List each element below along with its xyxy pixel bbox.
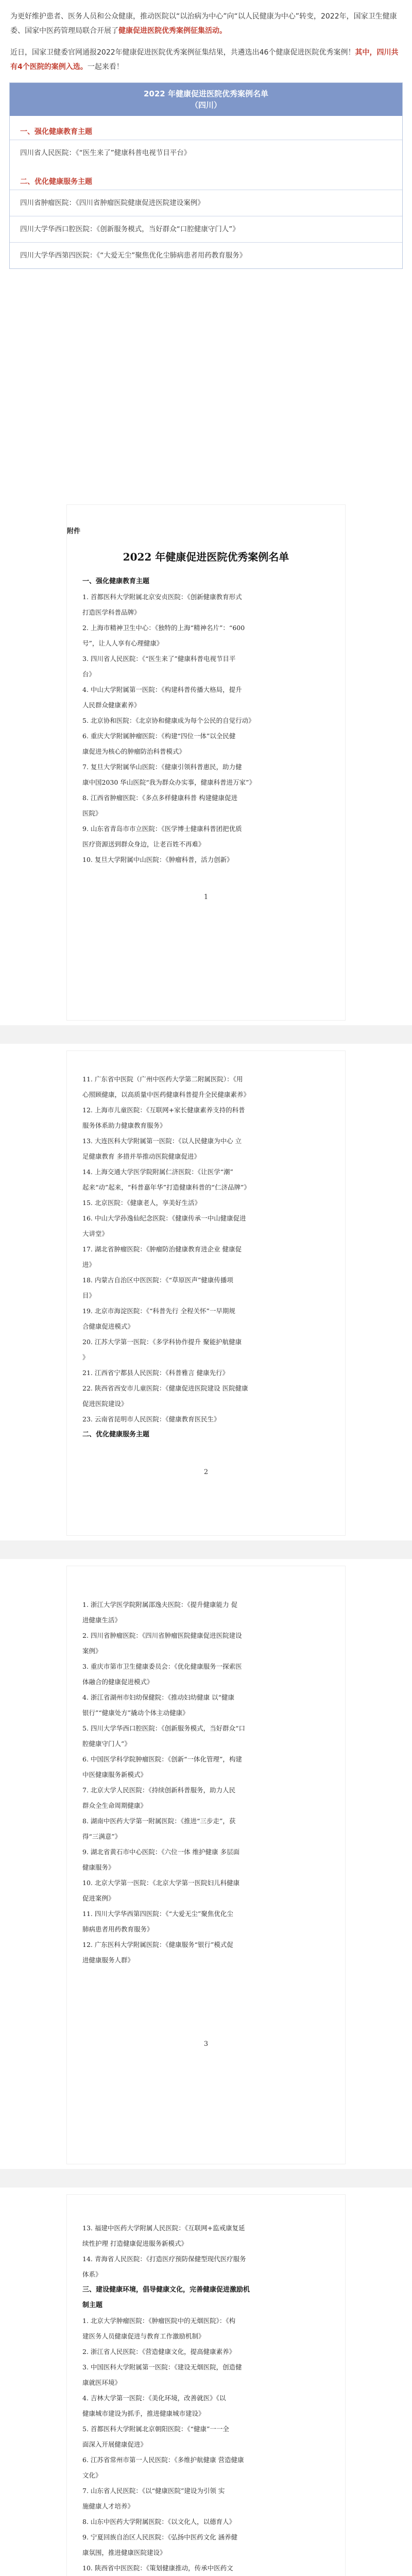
page2-lines (67, 1072, 345, 1427)
document-line: 心照顾健康，以高质量中医药健康科普提升全民健康素养》 (82, 1091, 250, 1098)
document-line: 2. 上海市精神卫生中心：《独特的上海“精神名片”：“600 (82, 624, 245, 632)
document-line: 施健康人才培养》 (82, 2502, 134, 2510)
card-header (10, 83, 402, 116)
document-line: 1. 北京大学肿瘤医院：《肿瘤医院中的无烟医院》：《构 (82, 2317, 236, 2325)
page1-section-heading: 一、强化健康教育主题 (82, 578, 150, 585)
document-line: 健康服务》 (82, 1863, 115, 1871)
page-number: 3 (203, 2040, 209, 2048)
document-page-2 (67, 1051, 345, 1535)
document-line: 4. 浙江省湖州市妇幼保健院：《推动妇幼健康 以“健康 (82, 1693, 235, 1701)
document-title: 2022 年健康促进医院优秀案例名单 (123, 551, 289, 563)
document-line: 大讲堂》 (82, 1230, 109, 1238)
document-line: 3. 中国医科大学附属第一医院：《建设无烟医院，创造健 (82, 2363, 242, 2371)
document-line: 足健康教育 多措并举推动医院健康促进》 (82, 1153, 200, 1160)
document-page-3 (67, 1566, 345, 2164)
intro-paragraph-2: 近日，国家卫健委官网通报2022年健康促进医院优秀案例征集结果，共遴选出46个健康促进医院优秀案例！其中，四川共有4个医院的案例入选。一起来看！ (10, 48, 399, 71)
document-line: 建医务人员健康促进与教育工作激励机制》 (82, 2332, 205, 2340)
document-line: 面深入开展健康促进》 (82, 2441, 147, 2448)
document-line: 23. 云南省昆明市人民医院：《健康教育医民生》 (82, 1415, 220, 1423)
document-line: 医疗资源送到群众身边，让老百姓不再难》 (82, 840, 205, 848)
page4-section-heading: 三、建设健康环境，倡导健康文化，完善健康促进激励机 (82, 2286, 250, 2294)
document-line: 服务体系助力健康教育服务》 (82, 1122, 166, 1129)
document-line: 康就医环境》 (82, 2379, 122, 2386)
document-line: 起来“动”起来，“科普嘉年华”打造健康科普的“仁济品牌”》 (82, 1183, 250, 1191)
page2-section-heading: 二、优化健康服务主题 (82, 1431, 150, 1438)
card-row-1: 四川省人民医院：《“医生来了”健康科普电视节目平台》 (10, 140, 402, 166)
document-line: 22. 陕西省西安市儿童医院：《健康促进医院建设 医院健康 (82, 1384, 248, 1392)
document-line: 银行”“健康处方”撬动个体主动健康》 (82, 1709, 189, 1717)
document-line: 17. 湖北省肿瘤医院：《肿瘤防治健康教育进企业 健康促 (82, 1245, 242, 1253)
document-line: 促进案例》 (82, 1894, 115, 1902)
document-line: 3. 重庆市第市卫生健康委员会：《优化健康服务一探索医 (82, 1663, 242, 1670)
document-line: 进健康服务人群》 (82, 1956, 134, 1964)
document-line: 群众全生命周期健康》 (82, 1802, 147, 1809)
document-line: 7. 山东省人民医院：《以“健康医院”建设为引领 实 (82, 2487, 225, 2495)
document-line: 10. 陕西省中医医院：《策划健康推动，传承中医药文 (82, 2564, 233, 2572)
document-line: 康中国2030 华山医院“我为群众办实事，健康科普进万家”》 (82, 778, 256, 786)
intro-highlight-2: 其中，四川共有4个医院的案例入选。 (10, 48, 399, 71)
document-line: 3. 四川省人民医院：《“医生来了”健康科普电视节目平 (82, 655, 236, 663)
document-line: 9. 湖北省黄石市中心医院：《六位一体 维护健康 多层面 (82, 1848, 240, 1856)
card-subtitle: （四川） (190, 100, 221, 110)
intro-section (0, 0, 412, 74)
document-line: 》 (82, 1353, 89, 1361)
document-line: 康氛围，推进健康医院建设》 (82, 2549, 166, 2556)
document-line: 合健康促进模式》 (82, 1323, 134, 1330)
document-line: 2. 四川省肿瘤医院：《四川省肿瘤医院健康促进医院建设 (82, 1632, 242, 1639)
document-line: 16. 中山大学孙逸仙纪念医院：《健康传承一中山健康促进 (82, 1214, 246, 1222)
document-line: 4. 吉林大学第一医院：《美化环境，改善就医》《以 (82, 2394, 226, 2402)
document-line: 5. 北京协和医院：《北京协和健康成为每个公民的自觉行动》 (82, 717, 255, 724)
document-page-4 (67, 2195, 345, 2576)
document-line: 台》 (82, 670, 96, 678)
document-line: 打造医学科普品牌》 (82, 608, 141, 616)
document-line: 14. 上海交通大学医学院附属仁济医院：《让医学“潮” (82, 1168, 233, 1176)
document-line: 12. 上海市儿童医院：《互联网+家长健康素养支持的科普 (82, 1106, 245, 1114)
page-number: 1 (203, 893, 209, 901)
card-section-1: 一、强化健康教育主题 (20, 128, 92, 136)
document-line: 健康城市建设为抓手，推进健康城市建设》 (82, 2410, 205, 2417)
document-page-1 (67, 505, 345, 1020)
document-line: 号”，让人人享有心理健康》 (82, 639, 163, 647)
document-line: 8. 山东中医药大学附属医院：《以文化人，以德育人》 (82, 2518, 236, 2526)
document-line: 5. 首都医科大学附属北京朝阳医院：《“健康”一一全 (82, 2425, 229, 2433)
page4-section-heading-cont: 制主题 (82, 2301, 103, 2309)
document-line: 促进医院建设》 (82, 1400, 128, 1408)
document-line: 6. 江苏省常州市第一人民医院：《多维护航健康 营造健康 (82, 2456, 244, 2464)
page4-lines-b (67, 2313, 345, 2576)
document-line: 7. 复旦大学附属华山医院：《健康引领科普惠民，助力健 (82, 763, 242, 771)
page4-lines-a (67, 2221, 345, 2282)
document-line: 体系》 (82, 2270, 102, 2278)
document-line: 21. 江西省宁都县人民医院：《科普雅言 健康先行》 (82, 1369, 229, 1377)
sichuan-summary-card (9, 82, 403, 269)
document-line: 7. 北京大学人民医院：《持续创新科普服务，助力人民 (82, 1786, 236, 1794)
intro-paragraph-1: 为更好维护患者、医务人员和公众健康，推动医院以“以治病为中心”向“以人民健康为中心”转变，2022年，国家卫生健康委、国家中医药管理局联合开展了健康促进医院优秀案例征集活动。 (10, 12, 397, 35)
document-line: 6. 中国医学科学院肿瘤医院：《创新“一体化管理”，构建 (82, 1755, 242, 1763)
document-line: 医院》 (82, 809, 102, 817)
document-line: 得“三满意”》 (82, 1833, 122, 1840)
document-line: 中医健康服务新模式》 (82, 1771, 147, 1778)
page1-lines (67, 589, 345, 868)
document-line: 2. 浙江省人民医院：《营造健康文化，提高健康素养》 (82, 2348, 236, 2355)
page-number: 2 (203, 1468, 209, 1476)
card-row-4: 四川大学华西第四医院：《“大爱无尘”聚焦优化尘肺病患者用药教育服务》 (10, 242, 402, 268)
intro-highlight-1: 健康促进医院优秀案例征集活动。 (118, 27, 227, 35)
attachment-label: 附件 (67, 528, 81, 535)
document-line: 9. 山东省青岛市市立医院：《医学博士健康科普团把优质 (82, 825, 242, 833)
document-line: 进》 (82, 1261, 96, 1268)
document-line: 8. 江西省肿瘤医院：《多点多样健康科普 构建健康促进 (82, 794, 238, 802)
document-line: 4. 中山大学附属第一医院：《构建科普传播大格局，提升 (82, 686, 242, 693)
card-row-3: 四川大学华西口腔医院：《创新服务模式，当好群众“口腔健康守门人”》 (10, 216, 402, 242)
document-line: 15. 北京医院：《健康老人，享美好生活》 (82, 1199, 201, 1207)
document-line: 10. 北京大学第一医院：《北京大学第一医院妇儿科健康 (82, 1879, 240, 1887)
document-line: 案例》 (82, 1647, 102, 1655)
document-line: 体融合的健康促进模式》 (82, 1678, 153, 1686)
document-line: 康促进为核心的肿瘤防治科普模式》 (82, 748, 186, 755)
document-line: 腔健康守门人”》 (82, 1740, 131, 1748)
card-title: 2022 年健康促进医院优秀案例名单 (144, 89, 268, 98)
document-line: 1. 浙江大学医学院附属邵逸夫医院：《提升健康能力 促 (82, 1601, 238, 1608)
document-line: 11. 广东省中医院（广州中医药大学第二附属医院）：《用 (82, 1075, 243, 1083)
document-line: 11. 四川大学华西第四医院：《“大爱无尘”聚焦优化尘 (82, 1910, 233, 1918)
document-line: 10. 复旦大学附属中山医院：《肿瘤科普，活力创新》 (82, 856, 233, 863)
document-line: 5. 四川大学华西口腔医院：《创新服务模式，当好群众“口 (82, 1724, 246, 1732)
page-separator (0, 2169, 412, 2188)
document-line: 13. 大连医科大学附属第一医院：《以人民健康为中心 立 (82, 1137, 242, 1145)
page-separator (0, 1540, 412, 1559)
document-line: 1. 首都医科大学附属北京安贞医院：《创新健康教育形式 (82, 593, 242, 601)
document-line: 肺病患者用药教育服务》 (82, 1925, 153, 1933)
document-line: 9. 宁夏回族自治区人民医院：《弘扬中医药文化 涵养健 (82, 2533, 238, 2541)
document-line: 19. 北京市海淀医院：《“科普先行 全程关怀”一早期规 (82, 1307, 235, 1315)
document-line: 20. 江苏大学第一医院：《多学科协作提升 聚能护航健康 (82, 1338, 242, 1346)
document-line: 续性护理 打造健康促进服务新模式》 (82, 2240, 187, 2247)
document-line: 8. 湖南中医药大学第一附属医院：《推进“三步走”，获 (82, 1817, 236, 1825)
document-line: 12. 广东医科大学附属医院：《健康服务“银行”模式促 (82, 1941, 233, 1948)
document-line: 6. 重庆大学附属肿瘤医院：《构建“四位一体”以全民健 (82, 732, 236, 740)
document-line: 文化》 (82, 2471, 102, 2479)
page-separator (0, 1025, 412, 1044)
document-line: 18. 内蒙古自治区中医医院：《“草原医声”健康传播项 (82, 1276, 233, 1284)
page3-lines (67, 1597, 345, 1968)
card-row-2: 四川省肿瘤医院：《四川省肿瘤医院健康促进医院建设案例》 (10, 190, 402, 216)
document-line: 13. 福建中医药大学附属人民医院：《互联网+监戒康复延 (82, 2224, 245, 2232)
document-line: 14. 青海省人民医院：《打造医疗预防保健型现代医疗服务 (82, 2255, 246, 2263)
document-line: 人民群众健康素养》 (82, 701, 141, 709)
document-line: 进健康生活》 (82, 1616, 122, 1624)
document-line: 目》 (82, 1292, 96, 1299)
card-section-2: 二、优化健康服务主题 (20, 178, 92, 186)
